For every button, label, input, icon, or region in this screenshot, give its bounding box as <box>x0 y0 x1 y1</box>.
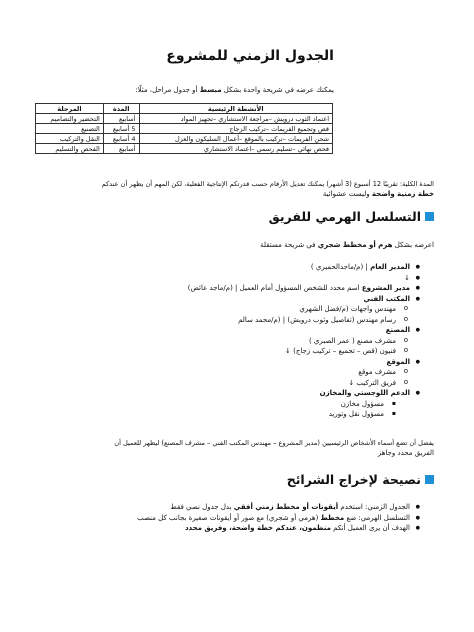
hierarchy-item-text: مسؤول مخازن <box>340 399 384 408</box>
table-cell-activities: اعتماد الثوب درويش –مراجعة الاستشاري –تجهيز المواد <box>139 114 333 124</box>
hierarchy-item <box>188 367 410 378</box>
table-header-phase: المرحلة <box>36 104 104 114</box>
table-header-activities: الأنشطة الرئيسية <box>139 104 333 114</box>
intro-text <box>135 85 334 95</box>
hierarchy-item-text: ↓ <box>404 273 410 282</box>
hierarchy-item-text: مشرف موقع <box>358 368 396 376</box>
hierarchy-item-text: | (م/ماجدالحميري ) <box>310 263 368 271</box>
table-cell-activities: شحن الفريمات –تركيب بالموقع –أعمال السليكون والعزل <box>139 134 333 144</box>
tip-item <box>137 513 410 524</box>
tip-item <box>137 523 410 534</box>
duration-note-line2 <box>34 189 434 199</box>
hierarchy-item <box>188 409 410 420</box>
tip-prefix: الجدول الزمني: استخدم <box>340 503 410 511</box>
duration-note-line1: المدة الكلية: تقريبًا 12 أسبوع (3 أشهر) يمكنك تعديل الأرقام حسب قدرتكم الإنتاجية الفعلية، لكن المهم أن يظهر أن عندكم <box>101 180 434 188</box>
tip-bold: أيقونات أو مخطط زمني أفقي <box>233 503 339 511</box>
team-footer-note <box>24 438 434 458</box>
hierarchy-item <box>188 357 410 368</box>
team-intro-prefix: اعرضه بشكل <box>394 241 434 249</box>
tip-suffix: (هرمي أو شجري) مع صور أو أيقونات صغيرة بجانب كل منصب <box>137 513 319 522</box>
table-cell-duration: أسابيع <box>103 144 139 154</box>
team-heading-text: التسلسل الهرمي للفريق <box>268 209 421 224</box>
table-cell-duration: 4 أسابيع <box>103 134 139 144</box>
table-cell-activities: فحص نهائي –تسليم رسمي –اعتماد الاستشاري <box>139 144 333 154</box>
hierarchy-item <box>188 294 410 305</box>
team-section-heading <box>269 209 434 224</box>
tips-list <box>137 502 424 534</box>
page-title: الجدول الزمني للمشروع <box>166 48 334 64</box>
tip-bold: منظمون، عندكم خطة واضحة، وفريق محدد <box>184 524 331 532</box>
hierarchy-item <box>188 378 410 389</box>
team-footer-line2: الفريق محدد وجاهز <box>377 449 434 457</box>
table-cell-phase: الفحص والتسليم <box>36 144 104 154</box>
hierarchy-item <box>188 388 410 399</box>
hierarchy-item-text: فريق التركيب ↓ <box>348 378 396 387</box>
tip-prefix: التسلسل الهرمي: ضع <box>346 513 410 522</box>
table-cell-phase: التحضير والتصاميم <box>36 114 104 124</box>
hierarchy-item <box>188 273 410 284</box>
table-cell-phase: النقل والتركيب <box>36 134 104 144</box>
hierarchy-item-title: الموقع <box>386 357 410 366</box>
duration-note-rest: وليست عشوائية <box>322 190 370 198</box>
tip-prefix: الهدف أن يرى العميل أنكم <box>333 524 410 532</box>
heading-square-icon <box>425 212 434 221</box>
hierarchy-item-title: الدعم اللوجستي والمخازن <box>319 389 410 397</box>
team-intro-suffix: في شريحة مستقلة <box>260 241 316 249</box>
intro-suffix: أو جدول مراحل، مثلًا: <box>135 86 198 94</box>
hierarchy-item <box>188 399 410 410</box>
hierarchy-item-text: مسؤول نقل وتوريد <box>328 410 384 418</box>
intro-bold: مبسط <box>199 86 222 94</box>
intro-prefix: يمكنك عرضه في شريحة واحدة بشكل <box>223 86 334 94</box>
tips-heading-text: نصيحة لإخراج الشرائح <box>286 472 421 487</box>
hierarchy-item-title: المصنع <box>385 326 410 334</box>
table-row <box>36 134 333 144</box>
hierarchy-item-title: المكتب الفني <box>363 294 410 303</box>
hierarchy-item-text: مهندس واجهات (م/فضل الشهري <box>299 305 396 313</box>
team-intro <box>260 240 434 250</box>
timeline-table <box>35 103 333 154</box>
hierarchy-item <box>188 336 410 347</box>
hierarchy-item <box>188 304 410 315</box>
hierarchy-item-text: اسم محدد للشخص المسؤول أمام العميل | (م/ماجد عائض) <box>187 284 360 292</box>
tip-suffix: بدل جدول نصي فقط <box>170 503 232 511</box>
team-hierarchy-list <box>188 262 424 420</box>
team-footer-line1: يفضل أن تضع أسماء الأشخاص الرئيسيين (مدير المشروع – مهندس المكتب الفني – مشرف المصنع) ليظهر للعميل أن <box>114 439 434 447</box>
hierarchy-item-text: مشرف مصنع ( عمر الصبري ) <box>308 336 396 345</box>
tip-item <box>137 502 410 513</box>
table-header-duration: المدة <box>103 104 139 114</box>
table-header-row <box>36 104 333 114</box>
table-cell-activities: قص وتجميع الفريمات –تركيب الزجاج <box>139 124 333 134</box>
heading-square-icon <box>425 475 434 484</box>
duration-note-bold: خطة زمنية واضحة <box>371 190 434 198</box>
hierarchy-item-title: مدير المشروع <box>361 284 410 292</box>
hierarchy-item <box>188 262 410 273</box>
table-cell-duration: 5 أسابيع <box>103 124 139 134</box>
hierarchy-item <box>188 346 410 357</box>
table-cell-duration: أسابيع <box>103 114 139 124</box>
hierarchy-item-title: المدير العام <box>370 263 410 271</box>
duration-note <box>34 179 434 199</box>
tips-section-heading <box>287 472 434 487</box>
table-cell-phase: التصنيع <box>36 124 104 134</box>
table-row <box>36 124 333 134</box>
tip-bold: مخطط <box>320 513 345 522</box>
hierarchy-item-text: رسام مهندس (تفاصيل وثوب درويش) | (م/محمد سالم <box>238 315 396 324</box>
table-row <box>36 114 333 124</box>
hierarchy-item <box>188 325 410 336</box>
hierarchy-item <box>188 283 410 294</box>
hierarchy-item-text: فنيون (قص – تجميع – تركيب زجاج) ↓ <box>285 347 396 355</box>
team-intro-bold: هرم أو مخطط شجري <box>317 241 393 249</box>
table-row <box>36 144 333 154</box>
hierarchy-item <box>188 315 410 326</box>
